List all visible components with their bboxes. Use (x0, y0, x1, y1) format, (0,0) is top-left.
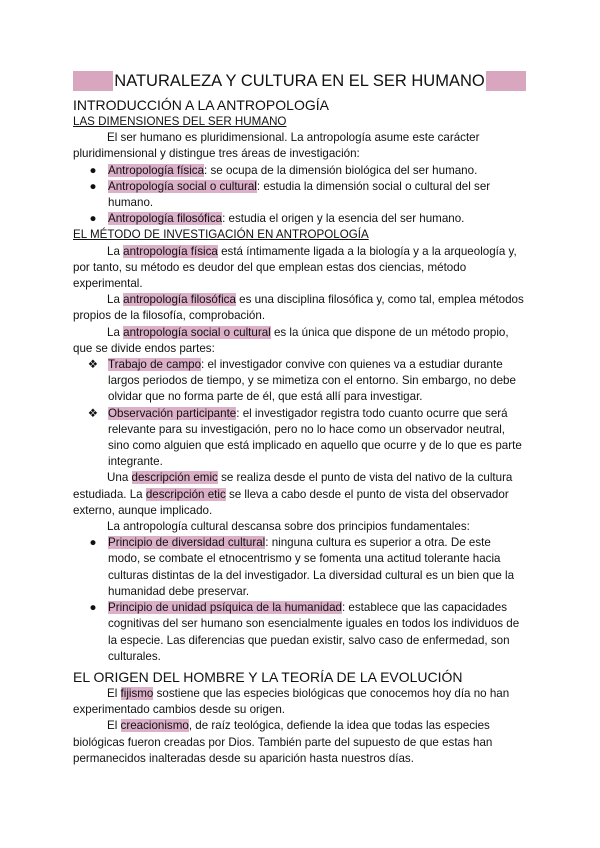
highlighted-term: Principio de diversidad cultural (108, 536, 266, 550)
bullet-diamond-icon: ❖ (87, 406, 99, 420)
list-item-text: : el investigador registra todo cuanto ocurre que será relevante para su investigación, pero no lo hace como un observador neutral, sino como alguien que está implicado en aquello que ocurre y de lo que es parte integrante. (108, 406, 522, 469)
text-span: , de raíz teológica, defiende la idea que todas las especies biológicas fueron creadas por Dios. También parte del supuesto de que estas han permanecidos inalteradas desde su aparición hasta nuestros días. (73, 719, 493, 765)
text-span: El (107, 719, 121, 733)
list-item-text: : establece que las capacidades cognitivas del ser humano son esencialmente iguales en todos los individuos de la especie. Las diferencias que puedan existir, salvo caso de enfermedad, son culturales. (108, 601, 520, 663)
list-item-text: : el investigador convive con quienes va a estudiar durante largos periodos de tiempo, y se mimetiza con el entorno. Sin embargo, no debe olvidar que no forma parte de él, que está allí para investigar. (108, 358, 516, 404)
highlighted-term: Antropología física (108, 163, 205, 177)
method-heading: EL MÉTODO DE INVESTIGACIÓN EN ANTROPOLOGÍA (73, 228, 369, 242)
bullet-dot-icon: ● (89, 536, 97, 550)
list-item-text: : se ocupa de la dimensión biológica del ser humano. (204, 163, 478, 177)
text-span: La (107, 293, 124, 307)
method-paragraph-1 (73, 244, 526, 293)
description-paragraph (73, 470, 526, 519)
highlighted-term: creacionismo (120, 719, 189, 733)
bullet-dot-icon: ● (89, 601, 97, 615)
highlighted-term: descripción etic (145, 487, 226, 501)
areas-list (73, 163, 526, 228)
list-item-text: : estudia la dimensión social o cultural del ser humano. (108, 179, 491, 210)
list-item-text: : estudia el origen y la esencia del ser humano. (222, 212, 465, 226)
principles-list (73, 535, 526, 665)
dimensions-heading: LAS DIMENSIONES DEL SER HUMANO (73, 115, 287, 128)
text-span: se lleva a cabo desde el punto de vista del observador externo, aunque implicado. (73, 487, 509, 517)
fijismo-paragraph (73, 686, 526, 718)
list-item (73, 211, 526, 227)
list-item-text: : ninguna cultura es superior a otra. De este modo, se combate el etnocentrismo y se fomenta una actitud tolerante hacia culturas distintas de la del investigador. La diversidad cultural es un bien que la humanidad debe preservar. (108, 536, 515, 598)
method-parts-list (73, 357, 526, 470)
bullet-dot-icon: ● (89, 212, 97, 226)
bullet-dot-icon: ● (89, 163, 97, 177)
list-item (73, 600, 526, 665)
document-body (73, 96, 526, 767)
text-span: sostiene que las especies biológicas que conocemos hoy día no han experimentado cambios desde su origen. (73, 686, 510, 717)
title-highlight-left (73, 71, 113, 91)
highlighted-term: antropología social o cultural (123, 325, 271, 339)
title-row (73, 71, 526, 91)
list-item (73, 357, 526, 406)
text-span: La (107, 244, 124, 258)
list-item (73, 406, 526, 471)
highlighted-term: antropología filosófica (123, 293, 236, 307)
origin-heading: EL ORIGEN DEL HOMBRE Y LA TEORÍA DE LA EVOLUCIÓN (73, 668, 463, 685)
dimensions-paragraph: El ser humano es pluridimensional. La antropología asume este carácter pluridimensional y distingue tres áreas de investigación: (73, 131, 480, 161)
text-span: es una disciplina filosófica y, como tal, emplea métodos propios de la filosofía, comprobación. (73, 293, 524, 323)
highlighted-term: descripción emic (131, 471, 218, 485)
text-span: está íntimamente ligada a la biología y a la arqueología y, por tanto, su método es deudor del que emplean estas dos ciencias, método experimental. (73, 244, 517, 291)
text-span: se realiza desde el punto de vista del nativo de la cultura estudiada. La (73, 471, 513, 501)
highlighted-term: Trabajo de campo (108, 358, 202, 372)
list-item (73, 163, 526, 179)
highlighted-term: Observación participante (108, 406, 237, 420)
text-span: El (107, 686, 121, 700)
text-span: es la única que dispone de un método propio, que se divide endos partes: (73, 325, 509, 355)
document-title: NATURALEZA Y CULTURA EN EL SER HUMANO (114, 72, 485, 90)
list-item (73, 535, 526, 600)
bullet-dot-icon: ● (89, 179, 97, 193)
text-span: Una (107, 471, 132, 485)
highlighted-term: fijismo (120, 686, 154, 700)
principles-intro: La antropología cultural descansa sobre dos principios fundamentales: (107, 520, 470, 534)
highlighted-term: antropología física (123, 244, 218, 258)
highlighted-term: Principio de unidad psíquica de la humanidad (108, 601, 342, 615)
bullet-diamond-icon: ❖ (87, 358, 99, 372)
title-highlight-right (486, 71, 526, 91)
method-paragraph-3 (73, 325, 526, 357)
creacionismo-paragraph (73, 718, 526, 767)
list-item (73, 179, 526, 211)
highlighted-term: Antropología filosófica (108, 212, 223, 226)
intro-heading: INTRODUCCIÓN A LA ANTROPOLOGÍA (73, 97, 329, 113)
text-span: La (107, 325, 124, 339)
method-paragraph-2 (73, 292, 526, 324)
highlighted-term: Antropología social o cultural (108, 179, 257, 193)
